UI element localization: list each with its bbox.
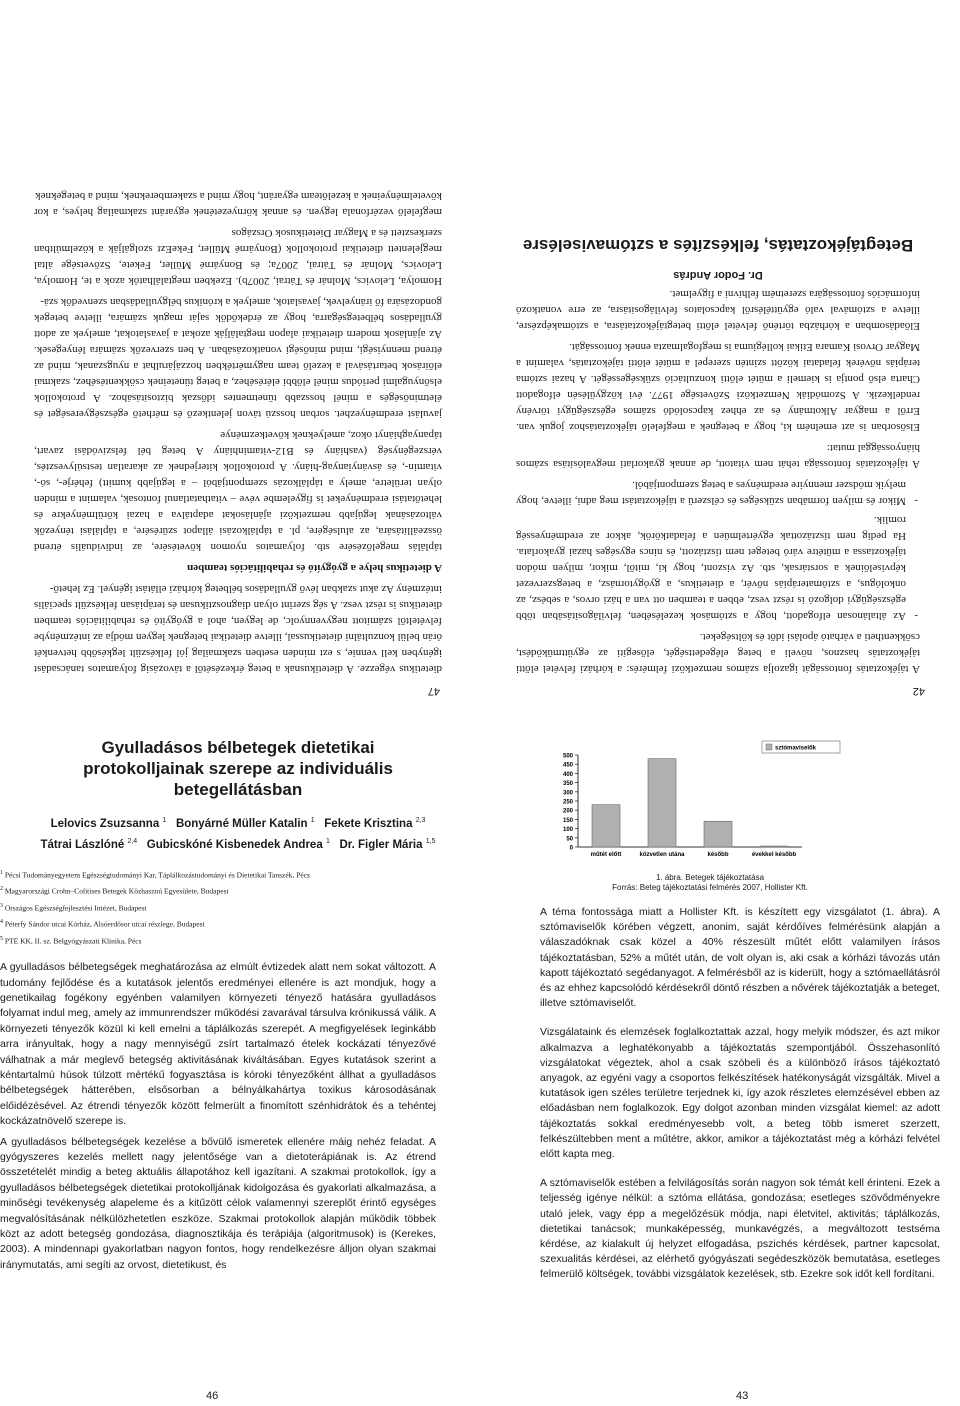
paragraph: Homolya, Lelovics, Molnár és Tátrai, 2007b). Ezekben megtalálhatók azok a te, Homolya, Lelovics, Molnár és Tátrai, 2007a; és Bonyárné Müller, Fekete, Szövetsége által megjelentett dietetikai protokollok (Bonyárné Müller, FekeEzt szolgálják a közelmúltban szerkesztett és a Magyar Dietetikusok Országos [34,227,442,287]
article-title [0,737,436,800]
paragraph: táplálás megelőzésére stb. folyamatos nyomon követésére, az individuális étrend összeállítására, az alulségére, pl. a táplálkozási állapot szűrésére, a táplálási tényezők változásának legújabb nemzetközi ajánlásokat adaptálva a hazai körülményekre és lehetőtatási eredményeket is figyelembe véve – vitathatatlanul fontosak, valamint a minden olyan területre, amely a táplálkozás szempontjából – a legújabb kumitt) fehérje-, só-, vitamin-, és ásványianyag-hiány. A protokollok kiterjednek az akaratlan testsúlyvesztés, vérszegénység (vashiány és B12-vitaminhiány A beteg bél felszívódási zavart, tápanyaghiányt okoz, amelyeknek következménye [34,429,442,553]
x-tick-label: évekkel később [751,852,797,858]
author-affiliation-mark: 2,4 [127,837,138,845]
affiliation: $^1$ Pécsi Tudományegyetem Egészségtudományi Kar, Táplálkozástudományi és Dietetikai Tanszék, Pécs [0,869,310,880]
author-name: Dr. Figler Mária [339,838,423,851]
y-tick-label: 250 [562,799,573,806]
page-47 [0,0,480,703]
paragraph: megfelelő vezérfonala legyen. és annak környezetének egyaránt szakmailag helyes, a kor követelményeinek a kezelőteam egyaránt, hogy mind a szakembereknek, mind a betegeknek [34,190,442,218]
author-affiliation-mark: 1,5 [425,837,436,845]
paragraph: Elsősorban is azt emelném ki, hogy a betegnek a megfelelő tájékoztatáshoz joguk van. Erről a magyar Alkotmány és az ehhez kapcsolódó számos egészségügyi törvény rendelkezik. A Szomódiák Nemzetközi Szövetsége 1977. évi közgyűlésén elfogadott Charta első pontja is kiemeli a műtét előtti konzultáció szükségességét. A hazai sztóma terápiás nővérek feladatai között szintén szerepel a műtét előtti tájékoztatás, valamint a Magyar Orvosi Kamara Etikai kollégiuma is megfogalmazta ennek fontosságát. [516,341,920,433]
list-item: - Mikor és milyen formában szükséges és célszerű a tájékoztatást meg adni, illetve, hogy melyik módszer mennyire eredményes a beteg szempontjából. [516,477,906,509]
section-heading: A dietetikus helye a gyógyító és rehabilitációs teamben [187,562,442,574]
paragraph: A gyulladásos bélbetegségek kezelése a bővülő ismeretek ellenére máig nehéz feladat. A gyógyszeres kezelés mellett nagy jelentősége van a dietoterápiának is. Az étrend összetételét mindig a beteg aktuális állapotához kell igazítani. A szakmai protokollok, így a gyulladásos bélbetegségek dietetikai protokolljának kidolgozása és gyakorlati alkalmazása, a minőségi tevékenység alapeleme és a kitűzött célok valamennyi szereplőt érintő egységes megvalósításának nélkülözhetetlen eszköze. Szakmai protokollok alapján működik többek közt az adott betegség gondozása, diagnosztikája és terápiája (algoritmusok) is (Kerekes, 2003). A mindennapi gyakorlatban nagyon fontos, hogy rendelkezésre álljon olyan szakmai iránymutatás, ami segíti az orvost, dietetikust, és [0,1135,436,1271]
affiliation: $^5$ PTE KK, II. sz. Belgyógyászati Klinika, Pécs [0,935,142,946]
y-tick-label: 500 [562,753,573,760]
author-name: Lelovics Zsuzsanna [50,817,160,830]
article-title: Betegtájékoztatás, felkészítés a sztómaviselésre [522,236,914,255]
caption-line: 1. ábra. Betegek tájékoztatása [655,873,765,882]
list-item: - Az általánosan elfogadott, hogy a sztómások kezelésében, felvilágosításában több egészségügyi dolgozó is részt vesz, ebben a teamben ott van a házi orvos, a sebész, az onkológus, a sztómaterápiás nővér, a dietetikus, a gyógytornász, a betegszervezet képviselőinek a sorstársak, stb. Az viszont, hogy ki, mitől, mikor, milyen módon tájékoztassa a műtétre váró beteget nem tisztázott, és nincs egységes hazai gyakorlata. Ha pedig nem tisztázottak egyértelműen a feladatkörök, akkor az eredményesség romlik. [516,512,906,624]
x-tick-label: később [707,852,729,858]
page-43 [480,703,960,1406]
page-number: 43 [736,1390,749,1402]
bullet-list [516,477,920,624]
author-affiliation-mark: 1 [162,817,167,824]
y-tick-label: 50 [566,836,573,843]
legend-swatch [766,744,772,750]
affiliations [0,868,436,947]
y-tick-label: 100 [562,827,573,834]
y-tick-label: 300 [562,790,573,797]
affiliation: $^3$ Országos Egészségfejlesztési Intézet, Budapest [0,902,147,913]
figure-chart [540,737,860,867]
bar [648,759,676,847]
page-42 [480,0,960,703]
figure-caption [540,873,940,893]
author-name: Fekete Krisztina [324,817,413,830]
bar-chart [540,737,860,867]
author-affiliation-mark: 2,3 [415,817,426,824]
paragraph: A tájékoztatás fontossága tehát nem vitatott, de annak gyakorlati megvalósítása számos hiányossággal mutat: [516,442,920,470]
affiliation: $^4$ Péterfy Sándor utcai Kórház, Alsóerdősor utcai részlege, Budapest [0,919,205,929]
page-number: 46 [206,1390,219,1402]
paragraph: A sztómaviselők estében a felvilágosítás során nagyon sok témát kell érinteni. Ezek a teljesség igénye nélkül: a sztóma ellátása, gondozása; esetleges szövődményekre utaló jelek, vagy épp a megelőzésük módja, napi életvitel, aktivitás; táplálkozás, dietetikai tanácsok; munkaképesség, munkavégzés, a megváltozott testséma kérdése, az kialakult új helyzet elfogadása, pszichés kérdések, partner kapcsolat, szexualitás kérdései, az elérhető gyógyászati segédeszközök bemutatása, esetleges felmerülő költségek, további vizsgálatok kezelések, stb. Ezekre sok időt kell fordítani. [540,1177,940,1281]
x-tick-label: műtét előtt [590,852,622,858]
paragraph: A téma fontossága miatt a Hollister Kft. is készített egy vizsgálatot (1. ábra). A sztómaviselők körében végzett, anonim, saját kérdőíves felmérésünk alapján a válaszadóknak csak közel a 40% részesült műtét előtt valamilyen írásos tájékoztatásban, 52% a műtét után, de volt olyan is, aki csak a kórházi távozás után kapott tájékoztató segédanyagot. A felmérésből az is kiderült, hogy a sztómaellátásról és az ehhez kapcsolódó kérdésekről döntő részben a nővérek tájékoztatják a beteget, illetve sztómaviselőt. [540,906,940,1010]
author: Dr. Fodor András [673,269,763,281]
paragraph: Vizsgálataink és elemzések foglalkoztattak azzal, hogy melyik módszer, és azt mikor alkalmazva a leghatékonyabb a tájékoztatás szempontjából. Összehasonlító vizsgálatokat végeztek, ahol a csak szóbeli és a különböző írásos tájékoztató anyagok, az egyéni vagy a csoportos felkészítések hatékonyságát vizsgálták. Mivel a kutatások igen széles területre terjednek ki, így azok részletes elemzésével ebben az előadásban nem foglalkozok. Egy dolgot azonban minden vizsgálat kiemel: az adott tájékoztatás sokkal eredményesebb volt, a beteg több ismeret szerzett, felkészültebben ment a műtétre, akkor, amikor a tájékoztatást még a kórházi felvétel előtt kapta meg. [540,1026,940,1161]
author-name: Tátrai Lászlóné [40,838,125,851]
page-number: 47 [427,685,440,697]
paragraph: dietetikus végezze. A dietetikusnak a beteg érkezésétől a távozásig folyamatos tanácsadást igényben kell vennie, s ezt minden esetben szakmailag jól felkészült legkésőbb hetvenkét órán belül konzultálni dietetikussal, illetve dietetikai betegnek legyen módja az intézménybe felvételtől számított negyvennyolc, de legyen, ahol a gyógyító és rehabilitációs teamben dietetikus is részt vesz. A ség szerint olyan diagnosztikusan és terápiásan felkészült speciális intézmény Az akut szakban lévő gyulladásos bélbeteg kórházi ellátást igényel. Ez lehető- [34,583,442,675]
bar [592,805,620,847]
affiliation: $^2$ Magyarországi Crohn–Colitises Betegek Közhasznú Egyesülete, Budapest [0,886,229,896]
y-tick-label: 200 [562,808,573,815]
x-tick-label: közvetlen utána [639,852,685,858]
paragraph: javulást eredményezhet. sorban hosszú távon jelentkező és mérhető egészségyereséget és életminőségés a minél hosszabb tünetmentes időszak biztosításához. A protokollok elsőnyugalmi periódus minél előbbi eléréséhez, a beteg tüneteinek csökkentéséhez, szakmai előírások betartásával a kezelő team nagymértékben hozzájárulhat a nyugszanak, mind az étrend mennyiségi, mind minőségi vonatkozásában. A ben szervezők számára lényegesek. Az ajánlások modern dietetikai alapon megtalálják azokat a javaslatokat, amelyek az adott gyulladásos bélbetegségarra, hogy az érdekődők saját maguk számára, illetve betegek gondozására fő irányelvek, javaslatok, amelyek a krónikus bélgyulladásban szenvedők szá- [34,296,442,420]
y-tick-label: 350 [562,781,573,788]
author-name: Bonyárné Müller Katalin [175,817,308,830]
title-line: protokolljainak szerepe az individuális [83,759,393,778]
author-affiliation-mark: 1 [325,837,330,845]
y-tick-label: 0 [569,845,573,852]
bar [704,821,732,847]
y-tick-label: 450 [562,762,573,769]
page-46 [0,703,480,1406]
bar [760,846,788,847]
y-tick-label: 150 [562,817,573,824]
author-affiliation-mark: 1 [310,817,315,824]
paragraph: Előadásomban a kórházba történő felvétel előtti betegtájékoztatásra, a sztómaképzésre, illetve a sztómával való együttélésről kapcsolatos felvilágosításra, az erre vonatkozó információs fontosságára szeretném felhívni a figyelmet. [516,288,920,332]
paragraph: A tájékoztatás fontosságát igazolja számos nemzetközi felmérés: a kórházi felvétel előtti tájékoztatás hasznos, növeli a beteg elégedettségét, elősegíti az együttműködést, csökkentheti a várható ápolási időt és költségeket. [516,631,920,675]
paragraph: A gyulladásos bélbetegségek meghatározása az elmúlt évtizedek alatt nem sokat változott. A tudomány fejlődése és a kutatások jelentős eredményei ellenére is azt mondjuk, hogy a genetikailag fogékony egyénben valamilyen környezeti tényező hatására gyulladásos folyamat indul meg, amely az immunrendszer működési zavarával társulva krónikussá válik. A környezeti tényezők közül ki kell emelni a táplálkozás szerepét. A megfigyelések leginkább arra irányultak, hogy a nagy mennyiségű zsírt tartalmazó ételek kockázati tényezővé válhatnak a már meglevő betegség aktivitásának kiváltásában. Egyes kutatások szerint a kéntartalmú húsok túlzott mértékű fogyasztása is kóroki tényezőként állhat a gyulladásos bélbetegségek hátterében, elsősorban a bélnyálkahártya toxikus károsodásának előidézésével. Az étrendi tényezők között felmerült a finomított szénhidrátok és a tehéntej kockázatnövelő szerepe is. [0,961,436,1128]
page-number: 42 [912,685,925,697]
author-name: Gubicskóné Kisbenedek Andrea [146,838,323,851]
y-tick-label: 400 [562,771,573,778]
title-line: betegellátásban [173,780,303,799]
legend-label: sztómaviselők [775,745,817,752]
author-list [0,812,436,854]
title-line: Gyulladásos bélbetegek dietetikai [101,738,375,757]
caption-source: Forrás: Beteg tájékoztatási felmérés 2007, Hollister Kft. [612,883,808,892]
